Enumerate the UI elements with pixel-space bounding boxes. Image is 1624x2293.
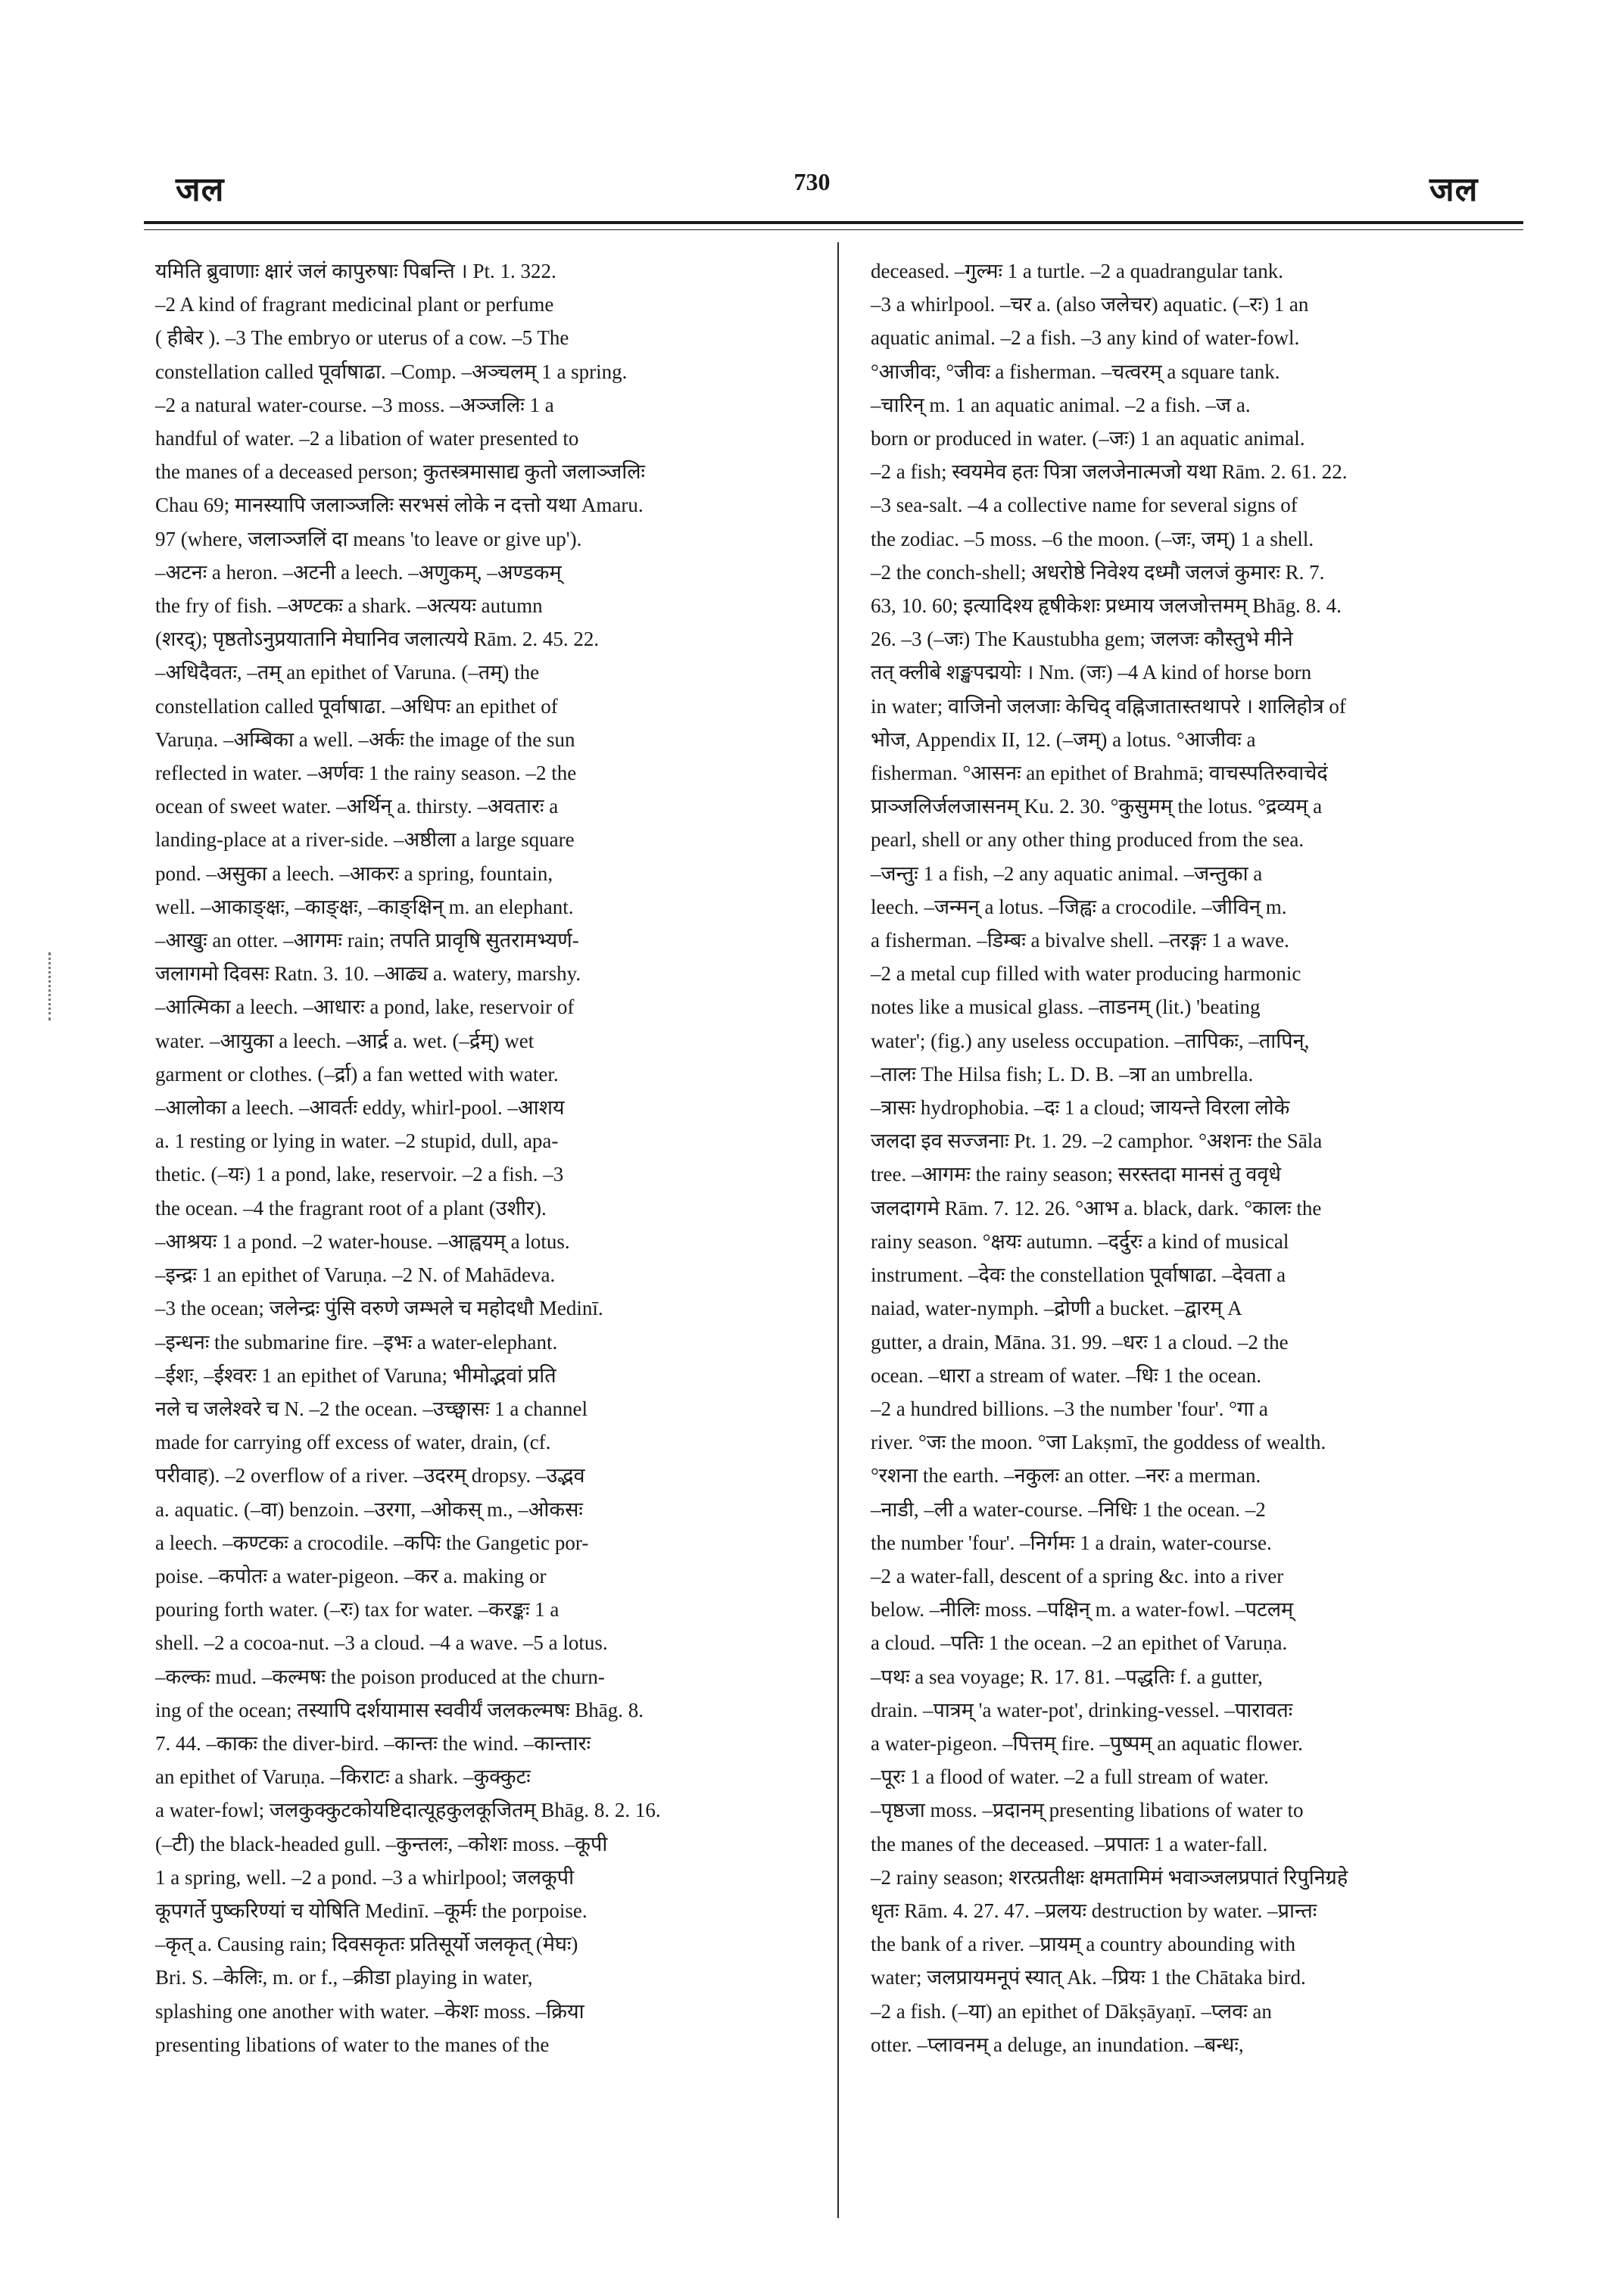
dictionary-line: जलागमो दिवसः Ratn. 3. 10. –आढ्य a. watery, marshy. <box>155 962 581 986</box>
dictionary-line: –3 the ocean; जलेन्द्रः पुंसि वरुणे जम्भले च महोदधौ Medinī. <box>155 1297 603 1320</box>
dictionary-line: constellation called पूर्वाषाढा. –अधिपः an epithet of <box>155 694 558 718</box>
dictionary-line: 7. 44. –काकः the diver-bird. –कान्तः the wind. –कान्तारः <box>155 1731 591 1755</box>
dictionary-line: –त्रासः hydrophobia. –दः 1 a cloud; जायन्ते विरला लोके <box>871 1096 1290 1120</box>
dictionary-line: handful of water. –2 a libation of water presented to <box>155 427 579 450</box>
dictionary-line: the number 'four'. –निर्गमः 1 a drain, water-course. <box>871 1531 1272 1554</box>
margin-dots <box>48 952 55 1020</box>
page-number: 730 <box>793 168 831 195</box>
running-head-right: जल <box>1429 170 1479 209</box>
dictionary-line: water. –आयुका a leech. –आर्द्र a. wet. (–र्द्रम्) wet <box>155 1029 535 1052</box>
dictionary-line: a. 1 resting or lying in water. –2 stupid, dull, apa- <box>155 1129 559 1153</box>
dictionary-line: a leech. –कण्टकः a crocodile. –कपिः the Gangetic por- <box>155 1531 589 1554</box>
dictionary-line: –ईशः, –ईश्वरः 1 an epithet of Varuna; भीमोद्भवां प्रति <box>155 1363 556 1387</box>
dictionary-line: river. °जः the moon. °जा Lakṣmī, the goddess of wealth. <box>871 1431 1326 1454</box>
dictionary-line: Chau 69; मानस्यापि जलाञ्जलिः सरभसं लोके न दत्तो यथा Amaru. <box>155 494 644 517</box>
dictionary-line: 26. –3 (–जः) The Kaustubha gem; जलजः कौस्तुभे मीने <box>871 628 1293 651</box>
dictionary-line: –2 the conch-shell; अधरोष्ठे निवेश्य दध्मौ जलजं कुमारः R. 7. <box>871 560 1325 584</box>
dictionary-line: aquatic animal. –2 a fish. –3 any kind of water-fowl. <box>871 326 1300 350</box>
dictionary-line: –पूरः 1 a flood of water. –2 a full stream of water. <box>871 1765 1269 1789</box>
dictionary-line: the manes of a deceased person; कुतस्त्रमासाद्य कुतो जलाञ्जलिः <box>155 460 646 484</box>
dictionary-line: नले च जलेश्वरे च N. –2 the ocean. –उच्छ्वासः 1 a channel <box>155 1397 588 1420</box>
dictionary-line: drain. –पात्रम् 'a water-pot', drinking-vessel. –पारावतः <box>871 1698 1293 1721</box>
dictionary-line: °आजीवः, °जीवः a fisherman. –चत्वरम् a square tank. <box>871 360 1280 383</box>
dictionary-line: reflected in water. –अर्णवः 1 the rainy season. –2 the <box>155 762 577 785</box>
dictionary-line: –3 a whirlpool. –चर a. (also जलेचर) aquatic. (–रः) 1 an <box>871 293 1309 316</box>
dictionary-line: below. –नीलिः moss. –पक्षिन् m. a water-fowl. –पटलम् <box>871 1598 1294 1622</box>
dictionary-line: the manes of the deceased. –प्रपातः 1 a water-fall. <box>871 1832 1268 1855</box>
dictionary-line: a water-pigeon. –पित्तम् fire. –पुष्पम् an aquatic flower. <box>871 1731 1303 1755</box>
dictionary-line: ( हीबेर ). –3 The embryo or uterus of a cow. –5 The <box>155 326 569 350</box>
column-divider <box>837 242 839 2218</box>
dictionary-line: परीवाह). –2 overflow of a river. –उदरम् dropsy. –उद्भव <box>155 1464 585 1488</box>
dictionary-line: कूपगर्ते पुष्करिण्यां च योषिति Medinī. –कूर्मः the porpoise. <box>155 1899 588 1922</box>
dictionary-line: –नाडी, –ली a water-course. –निधिः 1 the ocean. –2 <box>871 1497 1266 1521</box>
dictionary-line: –2 a hundred billions. –3 the number 'four'. °गा a <box>871 1397 1268 1420</box>
dictionary-line: –आश्रयः 1 a pond. –2 water-house. –आह्वयम् a lotus. <box>155 1229 570 1253</box>
dictionary-line: –2 a metal cup filled with water producing harmonic <box>871 962 1301 986</box>
dictionary-line: –पथः a sea voyage; R. 17. 81. –पद्धतिः f. a gutter, <box>871 1665 1263 1688</box>
dictionary-line: –इन्द्रः 1 an epithet of Varuṇa. –2 N. of Mahādeva. <box>155 1263 556 1287</box>
dictionary-line: the fry of fish. –अण्टकः a shark. –अत्ययः autumn <box>155 594 543 618</box>
dictionary-line: –2 a fish; स्वयमेव हतः पित्रा जलजेनात्मजो यथा Rām. 2. 61. 22. <box>871 460 1348 484</box>
dictionary-line: gutter, a drain, Māna. 31. 99. –धरः 1 a cloud. –2 the <box>871 1330 1289 1354</box>
dictionary-line: garment or clothes. (–र्द्रा) a fan wetted with water. <box>155 1062 559 1086</box>
dictionary-line: constellation called पूर्वाषाढा. –Comp. –अञ्चलम् 1 a spring. <box>155 360 628 383</box>
dictionary-line: –तालः The Hilsa fish; L. D. B. –त्रा an umbrella. <box>871 1062 1254 1086</box>
dictionary-line: ing of the ocean; तस्यापि दर्शयामास स्ववीर्यं जलकल्मषः Bhāg. 8. <box>155 1698 644 1721</box>
dictionary-line: जलदागमे Rām. 7. 12. 26. °आभ a. black, dark. °कालः the <box>871 1196 1322 1220</box>
dictionary-line: (शरद्); पृष्ठतोऽनुप्रयातानि मेघानिव जलात्यये Rām. 2. 45. 22. <box>155 628 600 651</box>
dictionary-line: the bank of a river. –प्रायम् a country abounding with <box>871 1933 1296 1956</box>
left-column <box>155 254 800 2061</box>
dictionary-line: –कृत् a. Causing rain; दिवसकृतः प्रतिसूर्यो जलकृत् (मेघः) <box>155 1933 578 1956</box>
dictionary-line: a. aquatic. (–वा) benzoin. –उरगा, –ओकस् m., –ओकसः <box>155 1497 583 1521</box>
dictionary-line: –आत्मिका a leech. –आधारः a pond, lake, reservoir of <box>155 995 575 1019</box>
dictionary-line: 97 (where, जलाञ्जलिं दा means 'to leave or give up'). <box>155 527 582 550</box>
dictionary-line: shell. –2 a cocoa-nut. –3 a cloud. –4 a wave. –5 a lotus. <box>155 1631 608 1655</box>
dictionary-line: naiad, water-nymph. –द्रोणी a bucket. –द्वारम् A <box>871 1297 1242 1320</box>
dictionary-line: the ocean. –4 the fragrant root of a plant (उशीर). <box>155 1196 547 1220</box>
dictionary-line: Bri. S. –केलिः, m. or f., –क्रीडा playing in water, <box>155 1966 533 1989</box>
dictionary-line: –जन्तुः 1 a fish, –2 any aquatic animal. –जन्तुका a <box>871 861 1263 885</box>
dictionary-line: –2 a water-fall, descent of a spring &c. into a river <box>871 1564 1284 1587</box>
dictionary-line: –3 sea-salt. –4 a collective name for several signs of <box>871 494 1298 517</box>
dictionary-line: pouring forth water. (–रः) tax for water. –करङ्कः 1 a <box>155 1598 560 1622</box>
dictionary-line: fisherman. °आसनः an epithet of Brahmā; वाचस्पतिरुवाचेदं <box>871 762 1328 785</box>
dictionary-line: –आलोका a leech. –आवर्तः eddy, whirl-pool. –आशय <box>155 1096 565 1120</box>
dictionary-line: otter. –प्लावनम् a deluge, an inundation. –बन्धः, <box>871 2033 1244 2056</box>
dictionary-line: splashing one another with water. –केशः moss. –क्रिया <box>155 1999 584 2023</box>
dictionary-line: poise. –कपोतः a water-pigeon. –कर a. making or <box>155 1564 547 1587</box>
dictionary-line: deceased. –गुल्मः 1 a turtle. –2 a quadrangular tank. <box>871 260 1284 282</box>
right-column <box>871 254 1516 2061</box>
dictionary-line: the zodiac. –5 moss. –6 the moon. (–जः, जम्) 1 a shell. <box>871 527 1314 550</box>
dictionary-line: °रशना the earth. –नकुलः an otter. –नरः a merman. <box>871 1464 1261 1488</box>
dictionary-line: presenting libations of water to the manes of the <box>155 2033 550 2056</box>
dictionary-line: pond. –असुका a leech. –आकरः a spring, fountain, <box>155 861 553 885</box>
dictionary-line: –2 a natural water-course. –3 moss. –अञ्जलिः 1 a <box>155 393 554 416</box>
dictionary-line: –अटनः a heron. –अटनी a leech. –अणुकम्, –अण्डकम् <box>155 560 562 584</box>
dictionary-line: a cloud. –पतिः 1 the ocean. –2 an epithet of Varuṇa. <box>871 1631 1288 1655</box>
dictionary-line: a water-fowl; जलकुक्कुटकोयष्टिदात्यूहकुलकूजितम् Bhāg. 8. 2. 16. <box>155 1799 661 1822</box>
dictionary-line: Varuṇa. –अम्बिका a well. –अर्कः the image of the sun <box>155 727 575 751</box>
dictionary-line: (–टी) the black-headed gull. –कुन्तलः, –कोशः moss. –कूपी <box>155 1832 608 1855</box>
dictionary-line: tree. –आगमः the rainy season; सरस्तदा मानसं तु ववृधे <box>871 1163 1281 1186</box>
dictionary-line: leech. –जन्मन् a lotus. –जिह्वः a crocodile. –जीविन् m. <box>871 895 1287 918</box>
dictionary-line: यमिति ब्रुवाणाः क्षारं जलं कापुरुषाः पिबन्ति । Pt. 1. 322. <box>155 260 556 282</box>
dictionary-line: भोज, Appendix II, 12. (–जम्) a lotus. °आजीवः a <box>871 727 1256 751</box>
dictionary-line: 63, 10. 60; इत्यादिश्य हृषीकेशः प्रध्माय जलजोत्तमम् Bhāg. 8. 4. <box>871 594 1342 618</box>
dictionary-line: water'; (fig.) any useless occupation. –तापिकः, –तापिन्, <box>871 1029 1310 1052</box>
dictionary-line: –इन्धनः the submarine fire. –इभः a water-elephant. <box>155 1330 558 1354</box>
dictionary-line: a fisherman. –डिम्बः a bivalve shell. –तरङ्गः 1 a wave. <box>871 929 1289 952</box>
dictionary-line: धृतः Rām. 4. 27. 47. –प्रलयः destruction by water. –प्रान्तः <box>871 1899 1317 1922</box>
dictionary-line: made for carrying off excess of water, drain, (cf. <box>155 1431 551 1454</box>
dictionary-line: born or produced in water. (–जः) 1 an aquatic animal. <box>871 427 1305 450</box>
dictionary-line: प्राञ्जलिर्जलजासनम् Ku. 2. 30. °कुसुमम् the lotus. °द्रव्यम् a <box>871 795 1323 818</box>
dictionary-line: notes like a musical glass. –ताडनम् (lit.) 'beating <box>871 995 1261 1019</box>
running-head-left: जल <box>176 170 225 209</box>
header-rule-thin <box>144 229 1523 230</box>
dictionary-line: –अधिदैवतः, –तम् an epithet of Varuna. (–तम्) the <box>155 661 540 684</box>
dictionary-line: instrument. –देवः the constellation पूर्वाषाढा. –देवता a <box>871 1263 1286 1287</box>
dictionary-line: –पृष्ठजा moss. –प्रदानम् presenting libations of water to <box>871 1799 1304 1822</box>
dictionary-line: rainy season. °क्षयः autumn. –दर्दुरः a kind of musical <box>871 1229 1289 1253</box>
dictionary-line: –चारिन् m. 1 an aquatic animal. –2 a fish. –ज a. <box>871 393 1251 416</box>
dictionary-line: water; जलप्रायमनूपं स्यात् Ak. –प्रियः 1 the Chātaka bird. <box>871 1966 1306 1989</box>
dictionary-line: 1 a spring, well. –2 a pond. –3 a whirlpool; जलकूपी <box>155 1865 575 1889</box>
dictionary-line: –2 a fish. (–या) an epithet of Dākṣāyaṇī. –प्लवः an <box>871 1999 1272 2023</box>
dictionary-line: –कल्कः mud. –कल्मषः the poison produced at the churn- <box>155 1665 605 1688</box>
dictionary-line: –2 A kind of fragrant medicinal plant or perfume <box>155 293 554 316</box>
dictionary-line: an epithet of Varuṇa. –किराटः a shark. –कुक्कुटः <box>155 1765 531 1789</box>
dictionary-line: –आखुः an otter. –आगमः rain; तपति प्रावृषि सुतरामभ्यर्ण- <box>155 929 579 952</box>
dictionary-line: ocean. –धारा a stream of water. –धिः 1 the ocean. <box>871 1363 1261 1387</box>
dictionary-line: तत् क्लीबे शङ्खपद्मयोः । Nm. (जः) –4 A kind of horse born <box>871 661 1312 684</box>
header-rule-thick <box>144 221 1523 224</box>
dictionary-line: well. –आकाङ्क्षः, –काङ्क्षः, –काङ्क्षिन् m. an elephant. <box>155 895 574 918</box>
dictionary-line: pearl, shell or any other thing produced from the sea. <box>871 828 1304 852</box>
dictionary-line: –2 rainy season; शरत्प्रतीक्षः क्षमतामिमं भवाञ्जलप्रपातं रिपुनिग्रहे <box>871 1865 1348 1889</box>
dictionary-line: landing-place at a river-side. –अष्ठीला a large square <box>155 828 575 852</box>
dictionary-line: in water; वाजिनो जलजाः केचिद् वह्निजातास्तथापरे । शालिहोत्र of <box>871 694 1346 718</box>
dictionary-line: ocean of sweet water. –अर्थिन् a. thirsty. –अवतारः a <box>155 795 559 818</box>
dictionary-line: thetic. (–यः) 1 a pond, lake, reservoir. –2 a fish. –3 <box>155 1163 564 1186</box>
dictionary-line: जलदा इव सज्जनाः Pt. 1. 29. –2 camphor. °अशनः the Sāla <box>871 1129 1323 1153</box>
